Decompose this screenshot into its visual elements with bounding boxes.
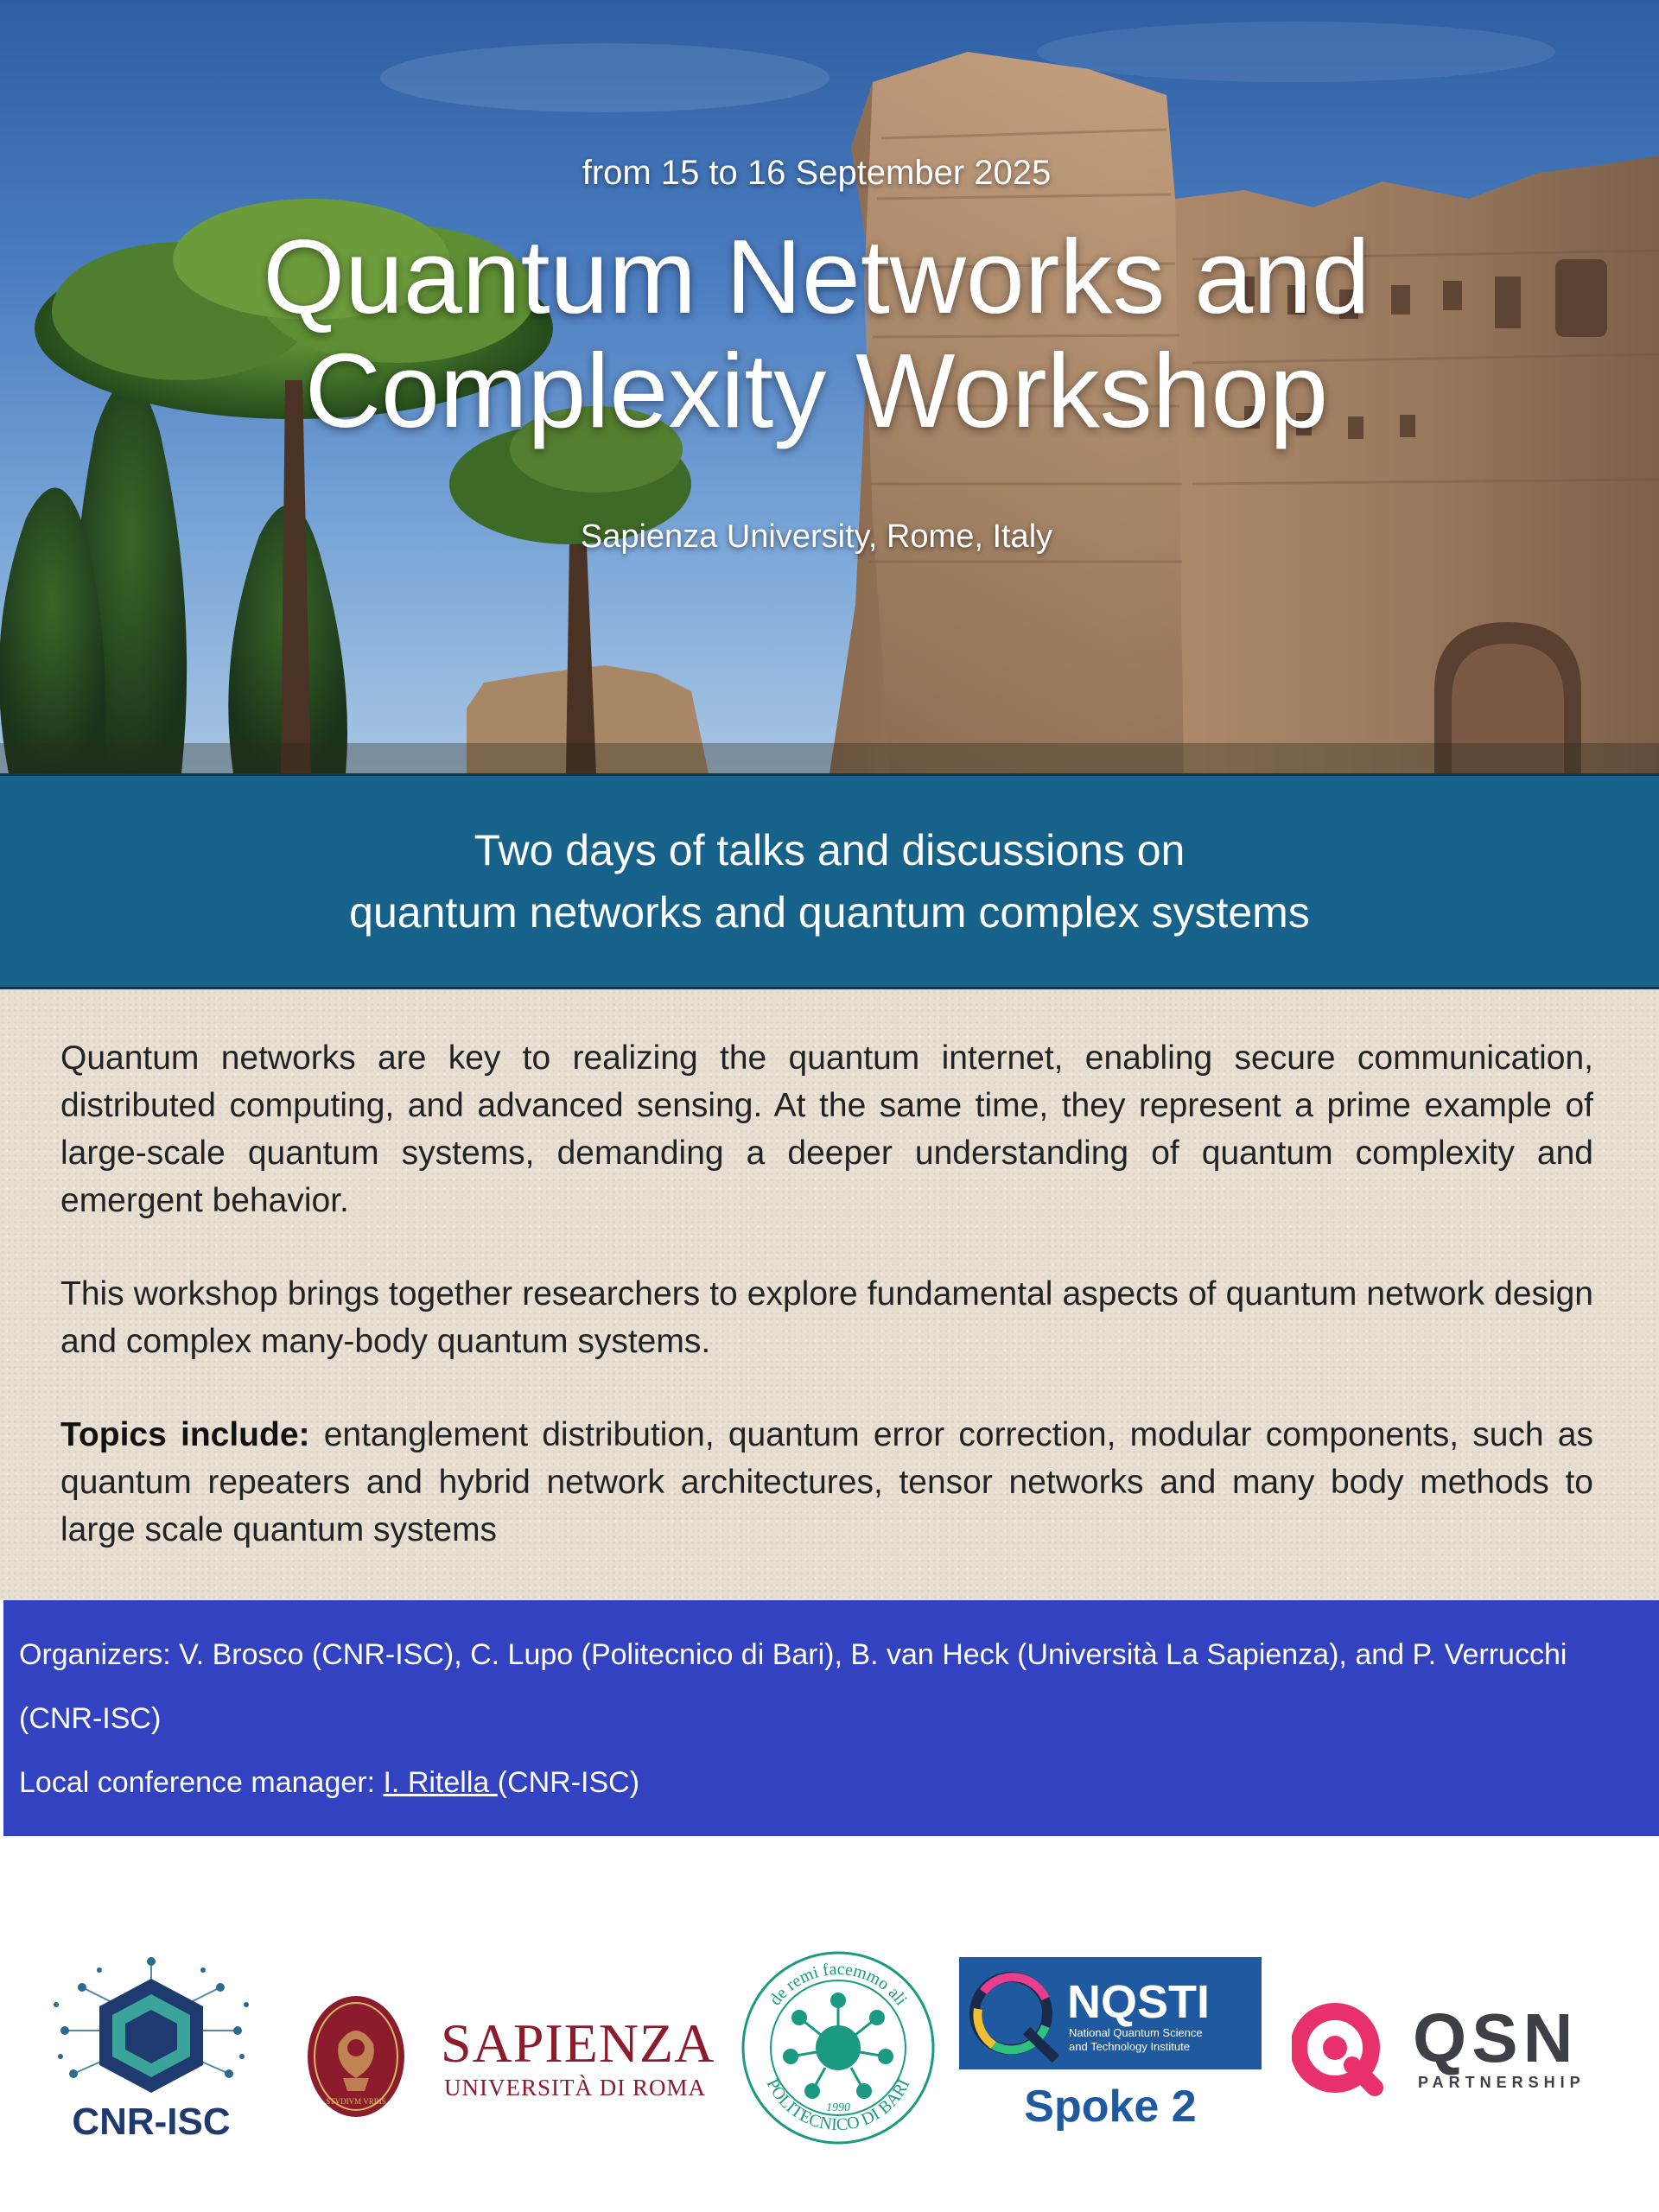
tagline-line-2: quantum networks and quantum complex systems: [349, 888, 1310, 937]
politecnico-di-bari-seal: [739, 1948, 938, 2147]
conference-manager-line: [19, 1751, 1643, 1815]
tagline-line-1: Two days of talks and discussions on: [474, 826, 1185, 874]
topics-text: entanglement distribution, quantum error correction, modular components, such as quantum repeaters and hybrid network architectures, tensor networks and many body methods to large scale quantum systems: [60, 1416, 1593, 1548]
nqsti-sub-2: and Technology Institute: [1069, 2040, 1190, 2053]
title-line-1: Quantum Networks and: [263, 218, 1370, 335]
sapienza-sub: UNIVERSITÀ DI ROMA: [444, 2075, 706, 2101]
event-venue: Sapienza University, Rome, Italy: [580, 518, 1053, 555]
sapienza-seal-text: STVDIVM VRBIS: [326, 2097, 386, 2106]
sapienza-wordmark: [441, 2012, 715, 2101]
nqsti-spoke: Spoke 2: [1024, 2082, 1197, 2132]
nqsti-logo: [959, 1957, 1262, 2139]
description-paragraph-1: Quantum networks are key to realizing the quantum internet, enabling secure communication, distributed computing, and advanced sensing. At the same time, they represent a prime example of large-scale quantum systems, demanding a deeper understanding of quantum complexity and emergent behavior.: [60, 1039, 1593, 1219]
title-line-2: Complexity Workshop: [304, 331, 1329, 449]
organizers-line: Organizers: V. Brosco (CNR-ISC), C. Lupo (Politecnico di Bari), B. van Heck (Università La Sapienza), and P. Verrucchi (CNR-ISC): [19, 1638, 1567, 1735]
qsn-sub: PARTNERSHIP: [1418, 2074, 1586, 2091]
partner-logos: [0, 1836, 1659, 2212]
qsn-partnership-logo: [1292, 1996, 1603, 2100]
page-title: [0, 220, 1633, 448]
topics-label: Topics include:: [60, 1416, 310, 1453]
description-paragraph-2: This workshop brings together researchers to explore fundamental aspects of quantum network design and complex many-body quantum systems.: [60, 1275, 1593, 1360]
poliba-motto: de remi facemmo ali: [766, 1959, 912, 2010]
manager-label: Local conference manager:: [19, 1766, 384, 1799]
cnr-isc-label: CNR-ISC: [72, 2101, 231, 2143]
manager-name-link[interactable]: I. Ritella: [383, 1766, 498, 1799]
workshop-description: [0, 989, 1659, 1600]
organizers-panel: [3, 1600, 1659, 1836]
qsn-name: QSN: [1413, 1999, 1579, 2076]
hero-banner: [0, 0, 1659, 773]
nqsti-name: NQSTI: [1067, 1976, 1211, 2028]
poliba-name: POLITECNICO DI BARI: [762, 2075, 914, 2135]
cnr-isc-logo: [48, 1953, 255, 2143]
event-date: from 15 to 16 September 2025: [582, 154, 1052, 192]
nqsti-sub-1: National Quantum Science: [1069, 2026, 1203, 2039]
poliba-year: 1990: [826, 2101, 850, 2114]
sapienza-seal: [304, 1992, 408, 2121]
topics-paragraph: [60, 1411, 1593, 1554]
sapienza-name: SAPIENZA: [441, 2012, 715, 2074]
tagline-band: [0, 773, 1659, 989]
manager-affiliation: (CNR-ISC): [497, 1766, 640, 1799]
